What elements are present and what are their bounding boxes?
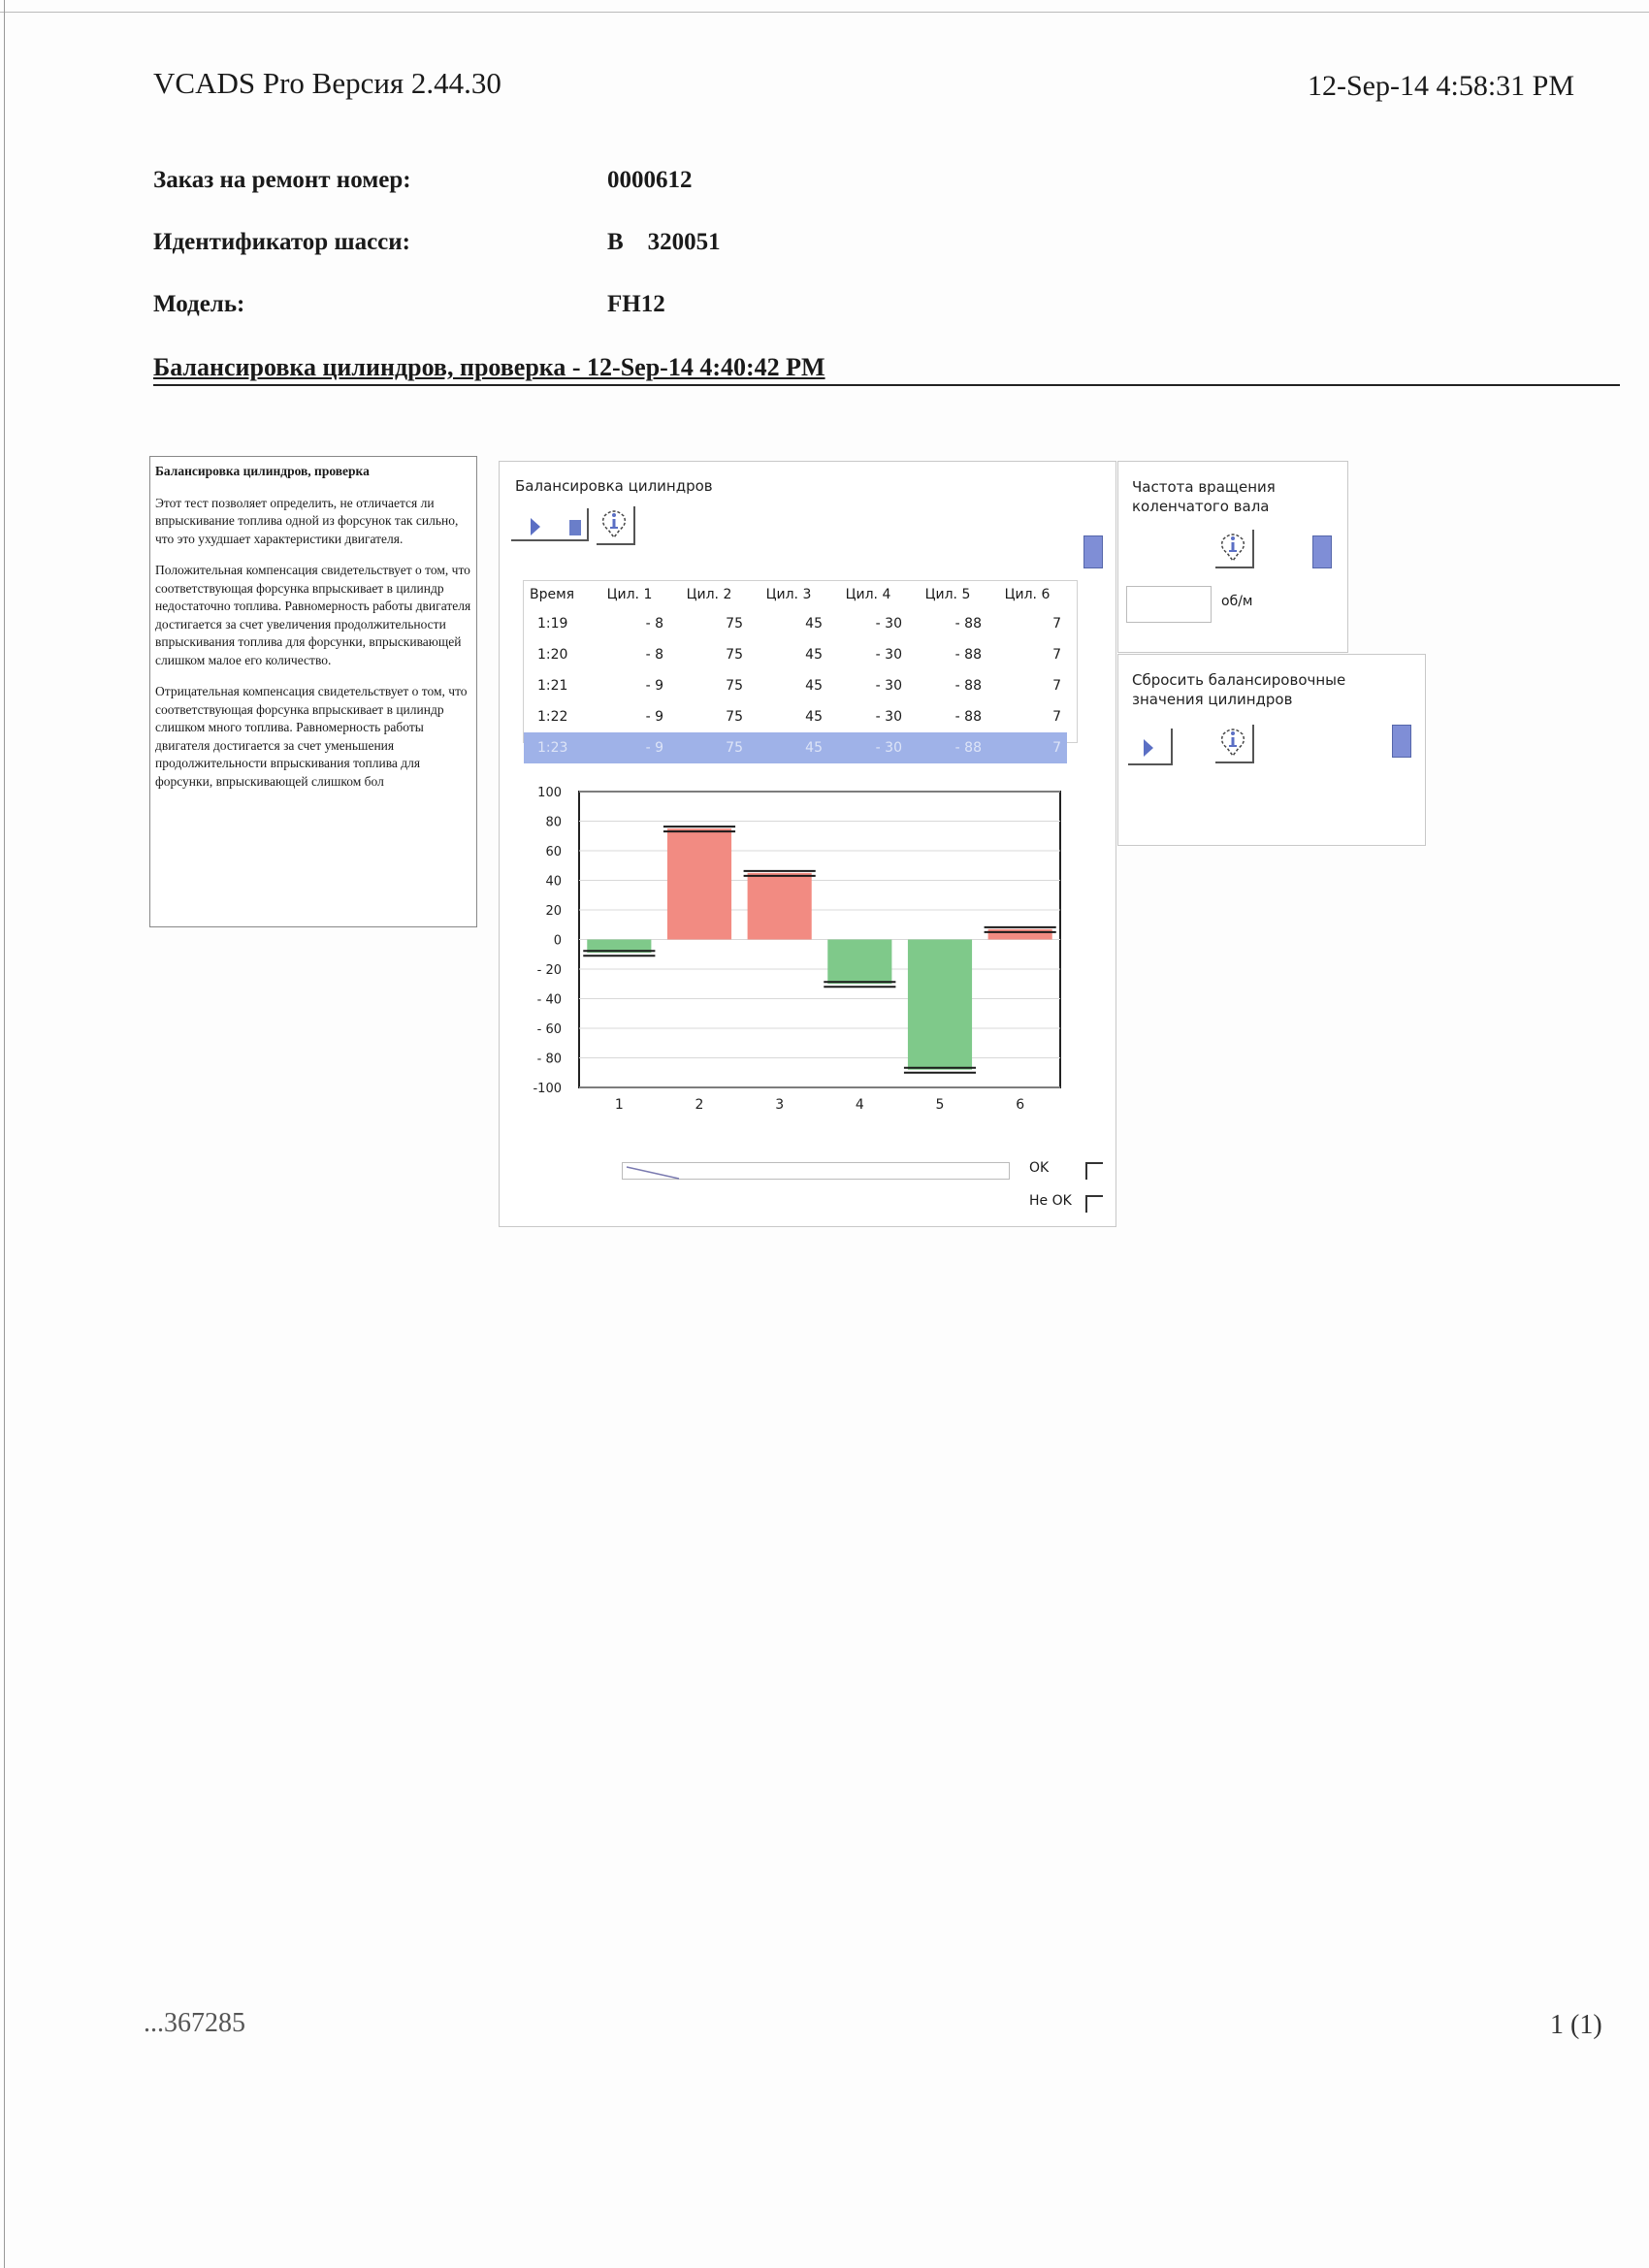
- table-cell: 1:20: [537, 647, 568, 663]
- y-tick-label: - 20: [536, 963, 562, 978]
- y-tick-label: 20: [545, 904, 562, 919]
- reset-status-indicator: [1392, 725, 1411, 758]
- table-cell: 7: [987, 732, 1067, 763]
- table-cell: 7: [1052, 709, 1061, 725]
- start-stop-button[interactable]: [511, 508, 589, 541]
- table-cell: - 9: [645, 709, 663, 725]
- not-ok-checkbox[interactable]: [1085, 1195, 1103, 1213]
- table-cell: - 30: [828, 732, 908, 763]
- x-tick-label: 4: [855, 1097, 864, 1113]
- x-tick-label: 1: [614, 1097, 624, 1113]
- rpm-info-button[interactable]: [1215, 530, 1254, 568]
- rpm-status-indicator: [1312, 535, 1332, 568]
- table-cell: 7: [1052, 616, 1061, 632]
- section-divider: [153, 384, 1620, 386]
- progress-stroke: [623, 1163, 1011, 1181]
- balance-bar-chart: [500, 772, 1117, 1113]
- table-cell: 45: [749, 732, 828, 763]
- x-tick-label: 2: [695, 1097, 704, 1113]
- description-paragraph: Этот тест позволяет определить, не отличается ли впрыскивание топлива одной из форсунок так сильно, что это ухудшает характеристики двигателя.: [155, 495, 459, 546]
- table-cell: - 30: [875, 678, 902, 694]
- y-tick-label: 0: [553, 933, 562, 949]
- rpm-value-field: [1126, 586, 1212, 623]
- rpm-unit: об/м: [1221, 594, 1253, 609]
- chart-bar: [827, 940, 891, 985]
- table-cell: - 88: [954, 678, 982, 694]
- column-header-cyl6: Цил. 6: [1004, 587, 1051, 602]
- info-icon: [1215, 530, 1250, 565]
- app-title: VCADS Pro Версия 2.44.30: [153, 66, 501, 100]
- table-row[interactable]: [524, 701, 1067, 732]
- y-tick-label: - 40: [536, 992, 562, 1008]
- chassis-id-label: Идентификатор шасси:: [153, 229, 410, 255]
- chart-bar: [667, 828, 731, 939]
- table-cell: - 8: [645, 647, 663, 663]
- chart-bar: [908, 940, 972, 1070]
- table-row[interactable]: [524, 670, 1067, 701]
- table-header-row: [524, 581, 1067, 608]
- column-header-cyl5: Цил. 5: [924, 587, 971, 602]
- table-cell: - 88: [954, 616, 982, 632]
- table-cell: 75: [669, 732, 749, 763]
- reset-run-button[interactable]: [1128, 729, 1173, 765]
- reset-title-line: значения цилиндров: [1132, 691, 1293, 708]
- chart-bar: [748, 873, 812, 940]
- table-cell: - 9: [645, 678, 663, 694]
- column-header-cyl4: Цил. 4: [845, 587, 891, 602]
- stop-icon: [569, 520, 581, 535]
- chart-bar: [988, 929, 1052, 940]
- column-header-cyl3: Цил. 3: [765, 587, 812, 602]
- description-paragraph: Положительная компенсация свидетельствует о том, что соответствующая форсунка впрыскивает в цилиндр недостаточно топлива. Равномерность работы двигателя достигается за счет увеличения продолжительности впрыскивания топлива для форсунки, впрыскивающей слишком малое его количество.: [155, 563, 471, 667]
- page-number: 1 (1): [1550, 2010, 1602, 2040]
- report-datetime: 12-Sep-14 4:58:31 PM: [1308, 70, 1575, 102]
- table-row[interactable]: [524, 639, 1067, 670]
- table-cell: - 30: [875, 616, 902, 632]
- table-cell: 7: [1052, 678, 1061, 694]
- table-cell: 75: [726, 678, 743, 694]
- table-cell: 45: [805, 678, 823, 694]
- table-cell: 45: [805, 647, 823, 663]
- balance-values-table-wrap: [523, 580, 1078, 756]
- reset-title-line: Сбросить балансировочные: [1132, 671, 1346, 689]
- order-number-value: 0000612: [607, 167, 693, 193]
- rpm-panel: [1117, 461, 1348, 653]
- table-cell: 75: [726, 709, 743, 725]
- not-ok-label: Не OK: [1029, 1193, 1072, 1209]
- y-tick-label: 80: [545, 815, 562, 830]
- table-row[interactable]: [524, 608, 1067, 639]
- y-tick-label: -100: [533, 1082, 562, 1096]
- reset-info-button[interactable]: [1215, 725, 1254, 763]
- info-icon: [597, 506, 631, 541]
- table-cell: - 88: [908, 732, 987, 763]
- rpm-title-line: коленчатого вала: [1132, 498, 1270, 515]
- balance-panel-title: Балансировка цилиндров: [515, 477, 713, 495]
- table-cell: - 9: [590, 732, 669, 763]
- cylinder-balance-panel: [499, 461, 1116, 1227]
- play-icon: [1144, 739, 1153, 757]
- model-label: Модель:: [153, 291, 245, 317]
- section-title: Балансировка цилиндров, проверка - 12-Sep-14 4:40:42 PM: [153, 353, 825, 381]
- table-cell: 45: [805, 616, 823, 632]
- table-cell: - 8: [645, 616, 663, 632]
- table-cell: - 30: [875, 647, 902, 663]
- table-cell: 1:21: [537, 678, 568, 694]
- ok-checkbox[interactable]: [1085, 1162, 1103, 1180]
- description-title: Балансировка цилиндров, проверка: [155, 464, 370, 478]
- ok-label: OK: [1029, 1160, 1050, 1176]
- table-cell: - 88: [954, 709, 982, 725]
- order-number-label: Заказ на ремонт номер:: [153, 167, 411, 193]
- table-cell: 45: [805, 709, 823, 725]
- info-icon: [1215, 725, 1250, 760]
- y-tick-label: 100: [537, 786, 562, 800]
- reset-panel-title: [1132, 670, 1345, 709]
- progress-bar: [622, 1162, 1010, 1180]
- table-cell: 7: [1052, 647, 1061, 663]
- column-header-time: Время: [530, 587, 575, 602]
- document-number: ...367285: [144, 2008, 245, 2038]
- x-tick-label: 6: [1016, 1097, 1025, 1113]
- y-tick-label: - 80: [536, 1052, 562, 1067]
- x-tick-label: 3: [775, 1097, 785, 1113]
- table-cell: 75: [726, 647, 743, 663]
- balance-values-table: [524, 581, 1067, 763]
- status-indicator: [1083, 535, 1103, 568]
- info-button[interactable]: [597, 506, 635, 545]
- table-cell: - 30: [875, 709, 902, 725]
- table-cell: 1:22: [537, 709, 568, 725]
- rpm-panel-title: [1132, 477, 1276, 516]
- y-tick-label: - 60: [536, 1022, 562, 1037]
- reset-balance-panel: [1117, 654, 1426, 846]
- chassis-id-value: B 320051: [607, 229, 721, 255]
- test-description-box: [149, 456, 477, 927]
- y-tick-label: 40: [545, 874, 562, 890]
- page-left-edge: [4, 0, 5, 2268]
- model-value: FH12: [607, 291, 665, 317]
- table-cell: - 88: [954, 647, 982, 663]
- table-cell: 75: [726, 616, 743, 632]
- description-paragraph: Отрицательная компенсация свидетельствует о том, что соответствующая форсунка впрыскивает в цилиндр слишком много топлива. Равномерность работы двигателя достигается за счет уменьшения продолжительности впрыскивания топлива для форсунки, впрыскивающей слишком бол: [155, 684, 468, 789]
- column-header-cyl1: Цил. 1: [606, 587, 653, 602]
- column-header-cyl2: Цил. 2: [686, 587, 732, 602]
- rpm-title-line: Частота вращения: [1132, 478, 1276, 496]
- table-cell: 1:19: [537, 616, 568, 632]
- page-top-edge: [0, 12, 1649, 13]
- table-row-selected[interactable]: [524, 732, 1067, 763]
- play-icon: [531, 518, 540, 535]
- y-tick-label: 60: [545, 845, 562, 859]
- x-tick-label: 5: [935, 1097, 945, 1113]
- table-cell: 1:23: [524, 732, 590, 763]
